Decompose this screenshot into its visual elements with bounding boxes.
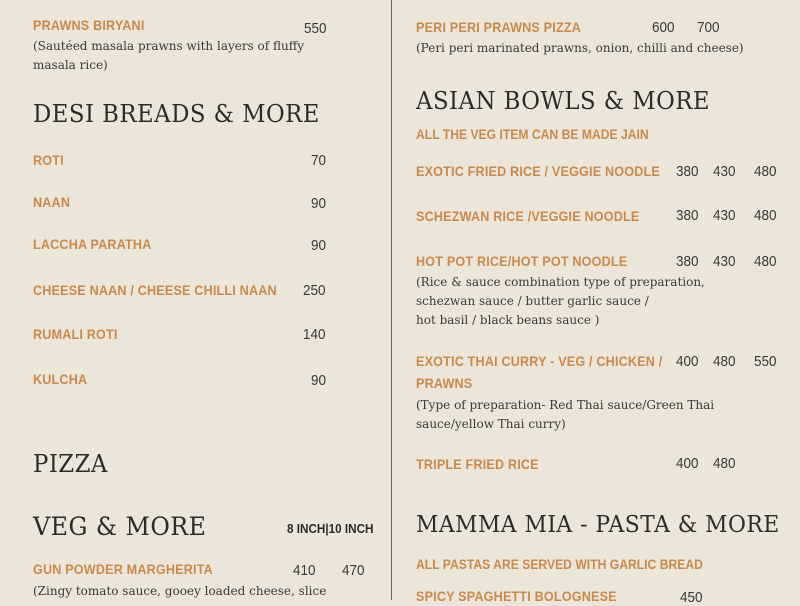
pizza-sizes: 8 INCH|10 INCH xyxy=(287,521,374,536)
price-thai-1: 400 xyxy=(676,353,699,370)
desc-prawns-biryani-line1: (Sautéed masala prawns with layers of fluffy xyxy=(33,39,305,53)
heading-desi-breads: DESI BREADS & MORE xyxy=(33,100,320,128)
price-kulcha: 90 xyxy=(311,372,327,389)
price-laccha-paratha: 90 xyxy=(311,237,327,254)
price-rumali-roti: 140 xyxy=(303,326,326,343)
price-hot-pot-3: 480 xyxy=(754,253,777,270)
desc-peri-peri: (Peri peri marinated prawns, onion, chilli and cheese) xyxy=(416,41,744,55)
item-rumali-roti: RUMALI ROTI xyxy=(33,326,118,342)
item-cheese-naan: CHEESE NAAN / CHEESE CHILLI NAAN xyxy=(33,282,277,298)
desc-hot-pot-line3: hot basil / black beans sauce ) xyxy=(416,313,600,327)
desc-thai-line1: (Type of preparation- Red Thai sauce/Green Thai xyxy=(416,398,715,412)
price-gun-powder-8: 410 xyxy=(293,562,316,579)
item-schezwan: SCHEZWAN RICE /VEGGIE NOODLE xyxy=(416,208,640,224)
price-triple-2: 480 xyxy=(713,455,736,472)
desc-thai-line2: sauce/yellow Thai curry) xyxy=(416,417,566,431)
price-gun-powder-10: 470 xyxy=(342,562,365,579)
desc-prawns-biryani-line2: masala rice) xyxy=(33,58,108,72)
note-garlic-bread: ALL PASTAS ARE SERVED WITH GARLIC BREAD xyxy=(416,557,703,572)
heading-asian-bowls: ASIAN BOWLS & MORE xyxy=(416,87,711,115)
price-spaghetti: 450 xyxy=(680,589,703,606)
price-naan: 90 xyxy=(311,195,327,212)
item-roti: ROTI xyxy=(33,152,64,168)
price-thai-3: 550 xyxy=(754,353,777,370)
price-hot-pot-1: 380 xyxy=(676,253,699,270)
desc-hot-pot-line2: schezwan sauce / butter garlic sauce / xyxy=(416,294,649,308)
price-exotic-2: 430 xyxy=(713,163,736,180)
item-laccha-paratha: LACCHA PARATHA xyxy=(33,236,152,252)
desc-gun-powder: (Zingy tomato sauce, gooey loaded cheese, slice xyxy=(33,584,327,598)
item-hot-pot: HOT POT RICE/HOT POT NOODLE xyxy=(416,253,628,269)
item-thai-curry-line1: EXOTIC THAI CURRY - VEG / CHICKEN / xyxy=(416,353,663,369)
heading-pizza: PIZZA xyxy=(33,450,108,478)
heading-veg-more: VEG & MORE xyxy=(33,512,207,541)
item-thai-curry-line2: PRAWNS xyxy=(416,375,473,391)
price-schezwan-3: 480 xyxy=(754,207,777,224)
price-peri-10: 700 xyxy=(697,19,720,36)
note-jain: ALL THE VEG ITEM CAN BE MADE JAIN xyxy=(416,127,649,142)
price-roti: 70 xyxy=(311,152,327,169)
item-triple-fried-rice: TRIPLE FRIED RICE xyxy=(416,456,539,472)
item-prawns-biryani: PRAWNS BIRYANI xyxy=(33,17,145,33)
price-exotic-3: 480 xyxy=(754,163,777,180)
item-naan: NAAN xyxy=(33,194,71,210)
price-exotic-1: 380 xyxy=(676,163,699,180)
item-exotic-fried-rice: EXOTIC FRIED RICE / VEGGIE NOODLE xyxy=(416,163,660,179)
price-triple-1: 400 xyxy=(676,455,699,472)
price-hot-pot-2: 430 xyxy=(713,253,736,270)
item-kulcha: KULCHA xyxy=(33,371,88,387)
price-schezwan-1: 380 xyxy=(676,207,699,224)
heading-pasta: MAMMA MIA - PASTA & MORE xyxy=(416,512,780,538)
price-cheese-naan: 250 xyxy=(303,282,326,299)
item-gun-powder-margherita: GUN POWDER MARGHERITA xyxy=(33,561,213,577)
price-schezwan-2: 430 xyxy=(713,207,736,224)
item-spicy-spaghetti: SPICY SPAGHETTI BOLOGNESE xyxy=(416,588,617,604)
price-thai-2: 480 xyxy=(713,353,736,370)
column-divider xyxy=(391,0,392,600)
price-prawns-biryani: 550 xyxy=(304,20,327,37)
item-peri-peri-pizza: PERI PERI PRAWNS PIZZA xyxy=(416,19,581,35)
price-peri-8: 600 xyxy=(652,19,675,36)
desc-hot-pot-line1: (Rice & sauce combination type of preparation, xyxy=(416,275,705,289)
